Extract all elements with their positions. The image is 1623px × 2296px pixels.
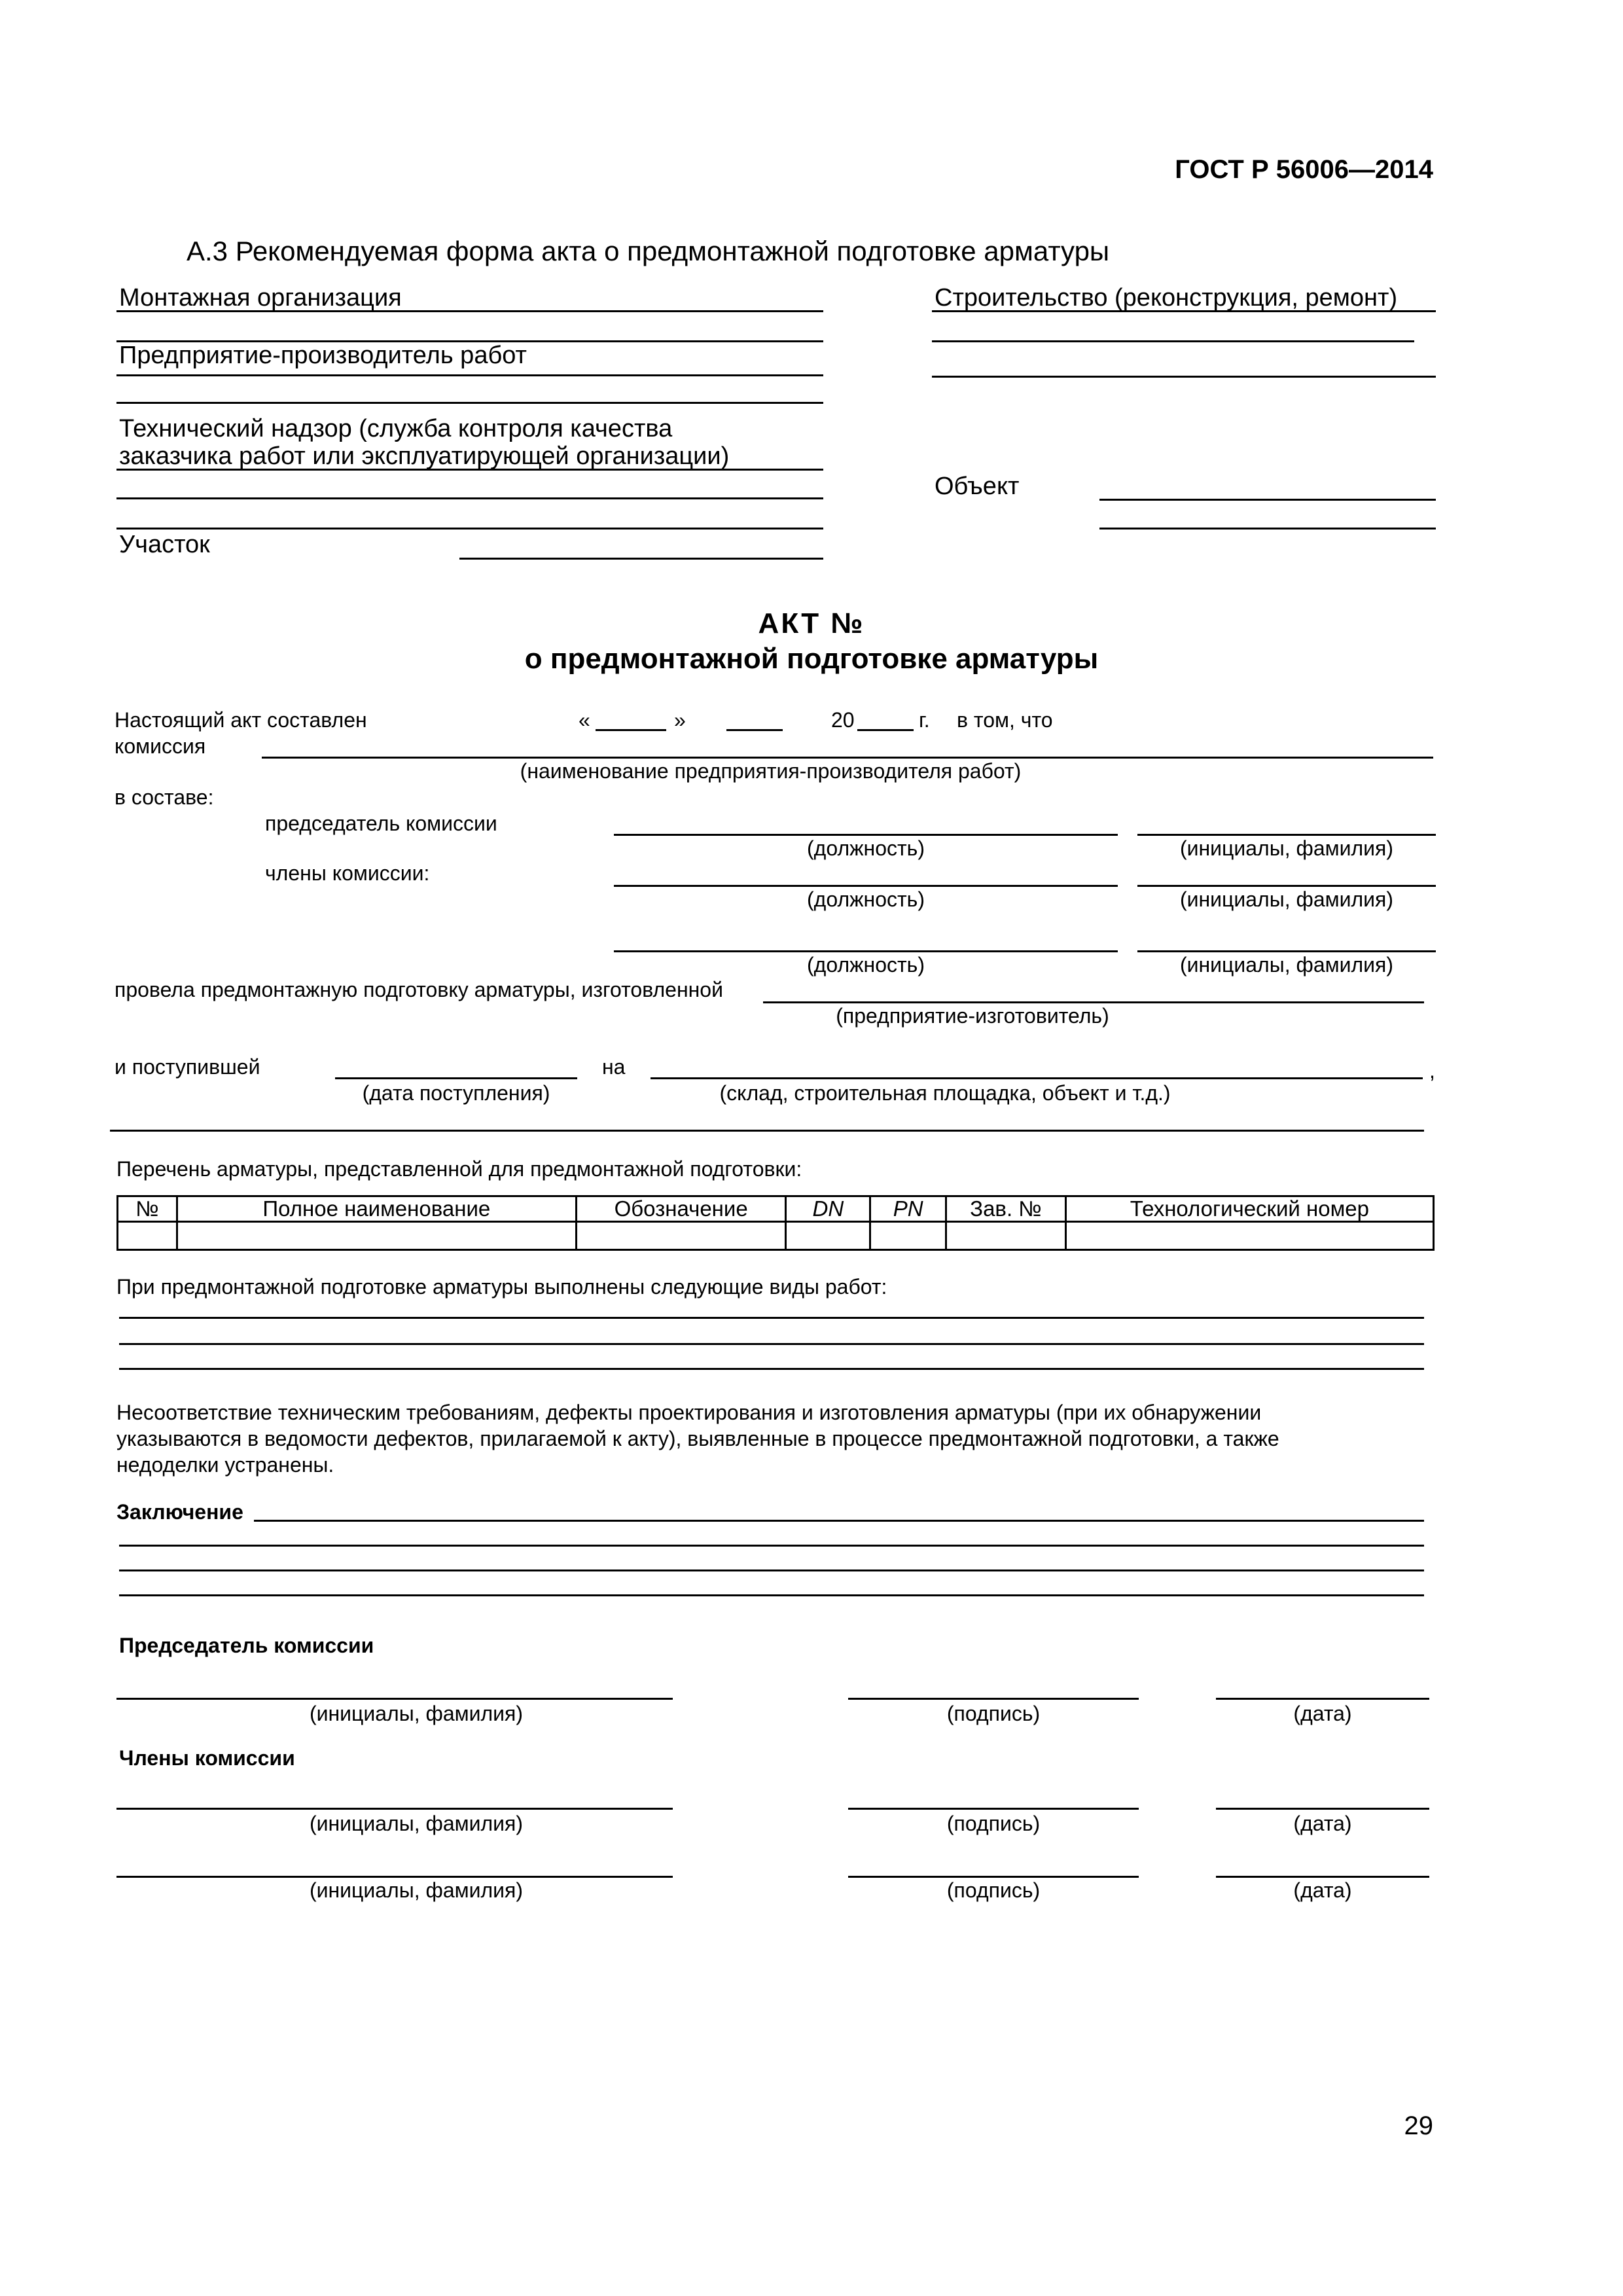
table-header-row <box>118 1196 1434 1222</box>
year-prefix: 20 <box>831 708 855 732</box>
chairman-signature-hint: (подпись) <box>946 1702 1041 1725</box>
col-designation: Обозначение <box>576 1196 786 1222</box>
chairman-label: председатель комиссии <box>265 812 497 835</box>
signature-chairman-label: Председатель комиссии <box>119 1634 374 1657</box>
section-title: А.3 Рекомендуемая форма акта о предмонтажной подготовке арматуры <box>187 236 1110 266</box>
construction-field[interactable] <box>932 310 1436 312</box>
on-label: на <box>602 1055 626 1079</box>
nonconformity-line-2: указываются в ведомости дефектов, прилагаемой к акту), выявленные в процессе предмонтажной подготовки, а также <box>116 1427 1279 1450</box>
act-subtitle: о предмонтажной подготовке арматуры <box>524 643 1099 675</box>
members-label: члены комиссии: <box>265 861 430 885</box>
equipment-table <box>116 1195 1435 1251</box>
member1-signature-hint: (подпись) <box>946 1812 1041 1835</box>
producer-field[interactable] <box>116 374 823 376</box>
conclusion-line-3[interactable] <box>119 1570 1424 1571</box>
section-label: Участок <box>119 531 210 558</box>
list-caption: Перечень арматуры, представленной для предмонтажной подготовки: <box>116 1157 802 1181</box>
composition-label: в составе: <box>115 785 214 809</box>
table-cell[interactable] <box>946 1222 1066 1250</box>
conclusion-line-1[interactable] <box>254 1520 1424 1522</box>
table-cell[interactable] <box>177 1222 576 1250</box>
member2-signature-hint: (подпись) <box>946 1878 1041 1902</box>
tech-supervision-field-3[interactable] <box>116 528 823 529</box>
tech-supervision-label-1: Технический надзор (служба контроля качества <box>119 415 673 442</box>
member1-signature-name-hint: (инициалы, фамилия) <box>309 1812 524 1835</box>
table-cell[interactable] <box>118 1222 177 1250</box>
chairman-signature-name-hint: (инициалы, фамилия) <box>309 1702 524 1725</box>
member2-name-field[interactable] <box>1137 950 1436 952</box>
document-code: ГОСТ Р 56006—2014 <box>1175 155 1433 184</box>
quote-open: « <box>579 708 590 732</box>
member1-signature-field[interactable] <box>848 1808 1139 1810</box>
col-dn: DN <box>786 1196 870 1222</box>
chairman-signature-field[interactable] <box>848 1698 1139 1700</box>
conclusion-line-4[interactable] <box>119 1594 1424 1596</box>
col-pn: PN <box>870 1196 946 1222</box>
commission-label: комиссия <box>115 734 206 758</box>
table-cell[interactable] <box>1065 1222 1433 1250</box>
chairman-name-field[interactable] <box>1137 834 1436 836</box>
member1-name-hint: (инициалы, фамилия) <box>1179 888 1394 911</box>
quote-close: » <box>674 708 686 732</box>
location-hint: (склад, строительная площадка, объект и т.д.) <box>719 1081 1171 1105</box>
signature-members-label: Члены комиссии <box>119 1746 295 1770</box>
chairman-position-hint: (должность) <box>807 836 925 860</box>
table-cell[interactable] <box>576 1222 786 1250</box>
object-field-2[interactable] <box>1099 528 1436 529</box>
col-serial: Зав. № <box>946 1196 1066 1222</box>
table-cell[interactable] <box>870 1222 946 1250</box>
chairman-name-hint: (инициалы, фамилия) <box>1179 836 1394 860</box>
member2-signature-name-hint: (инициалы, фамилия) <box>309 1878 524 1902</box>
member1-date-hint: (дата) <box>1293 1812 1352 1835</box>
member2-date-hint: (дата) <box>1293 1878 1352 1902</box>
object-label: Объект <box>935 473 1020 500</box>
producer-name-field[interactable] <box>262 757 1433 759</box>
page-number: 29 <box>1404 2111 1433 2140</box>
col-tech-number: Технологический номер <box>1065 1196 1433 1222</box>
location-field-2[interactable] <box>110 1130 1424 1132</box>
manufacturer-field[interactable] <box>763 1001 1424 1003</box>
chairman-signature-name-field[interactable] <box>116 1698 673 1700</box>
conclusion-line-2[interactable] <box>119 1545 1424 1547</box>
section-field[interactable] <box>459 558 823 560</box>
act-title: АКТ № <box>758 607 865 639</box>
location-comma: , <box>1429 1059 1435 1083</box>
member2-date-field[interactable] <box>1216 1876 1429 1878</box>
tech-supervision-field[interactable] <box>116 469 823 471</box>
member2-signature-field[interactable] <box>848 1876 1139 1878</box>
member1-date-field[interactable] <box>1216 1808 1429 1810</box>
producer-label: Предприятие-производитель работ <box>119 342 527 369</box>
act-composed-label: Настоящий акт составлен <box>115 708 367 732</box>
table-row <box>118 1222 1434 1250</box>
in-that-label: в том, что <box>957 708 1053 732</box>
receipt-date-field[interactable] <box>335 1077 577 1079</box>
member2-position-hint: (должность) <box>807 953 925 977</box>
member1-signature-name-field[interactable] <box>116 1808 673 1810</box>
works-line-1[interactable] <box>119 1317 1424 1319</box>
conclusion-label: Заключение <box>116 1500 243 1524</box>
table-cell[interactable] <box>786 1222 870 1250</box>
conducted-label: провела предмонтажную подготовку арматуры, изготовленной <box>115 978 723 1001</box>
chairman-date-hint: (дата) <box>1293 1702 1352 1725</box>
year-field[interactable] <box>857 729 914 731</box>
received-label: и поступившей <box>115 1055 260 1079</box>
col-number: № <box>118 1196 177 1222</box>
construction-label: Строительство (реконструкция, ремонт) <box>935 284 1398 312</box>
member1-position-field[interactable] <box>614 885 1118 887</box>
mounting-org-label: Монтажная организация <box>119 284 402 312</box>
producer-name-hint: (наименование предприятия-производителя работ) <box>520 759 1022 783</box>
construction-field-2[interactable] <box>932 340 1414 342</box>
tech-supervision-label-2: заказчика работ или эксплуатирующей организации) <box>119 442 730 470</box>
construction-field-3[interactable] <box>932 376 1436 378</box>
chairman-date-field[interactable] <box>1216 1698 1429 1700</box>
member2-position-field[interactable] <box>614 950 1118 952</box>
manufacturer-hint: (предприятие-изготовитель) <box>836 1004 1109 1028</box>
tech-supervision-field-2[interactable] <box>116 497 823 499</box>
object-field[interactable] <box>1099 499 1436 501</box>
member1-position-hint: (должность) <box>807 888 925 911</box>
member2-name-hint: (инициалы, фамилия) <box>1179 953 1394 977</box>
works-line-3[interactable] <box>119 1368 1424 1370</box>
col-full-name: Полное наименование <box>177 1196 576 1222</box>
nonconformity-line-3: недоделки устранены. <box>116 1453 334 1477</box>
nonconformity-line-1: Несоответствие техническим требованиям, дефекты проектирования и изготовления арматуры (при их обнаружении <box>116 1401 1262 1424</box>
mounting-org-field[interactable] <box>116 310 823 312</box>
producer-field-2[interactable] <box>116 402 823 404</box>
member1-name-field[interactable] <box>1137 885 1436 887</box>
location-field[interactable] <box>651 1077 1423 1079</box>
year-suffix: г. <box>919 708 930 732</box>
works-line-2[interactable] <box>119 1343 1424 1345</box>
month-field[interactable] <box>726 729 783 731</box>
day-field[interactable] <box>596 729 666 731</box>
member2-signature-name-field[interactable] <box>116 1876 673 1878</box>
receipt-date-hint: (дата поступления) <box>362 1081 550 1105</box>
works-caption: При предмонтажной подготовке арматуры выполнены следующие виды работ: <box>116 1275 887 1299</box>
chairman-position-field[interactable] <box>614 834 1118 836</box>
